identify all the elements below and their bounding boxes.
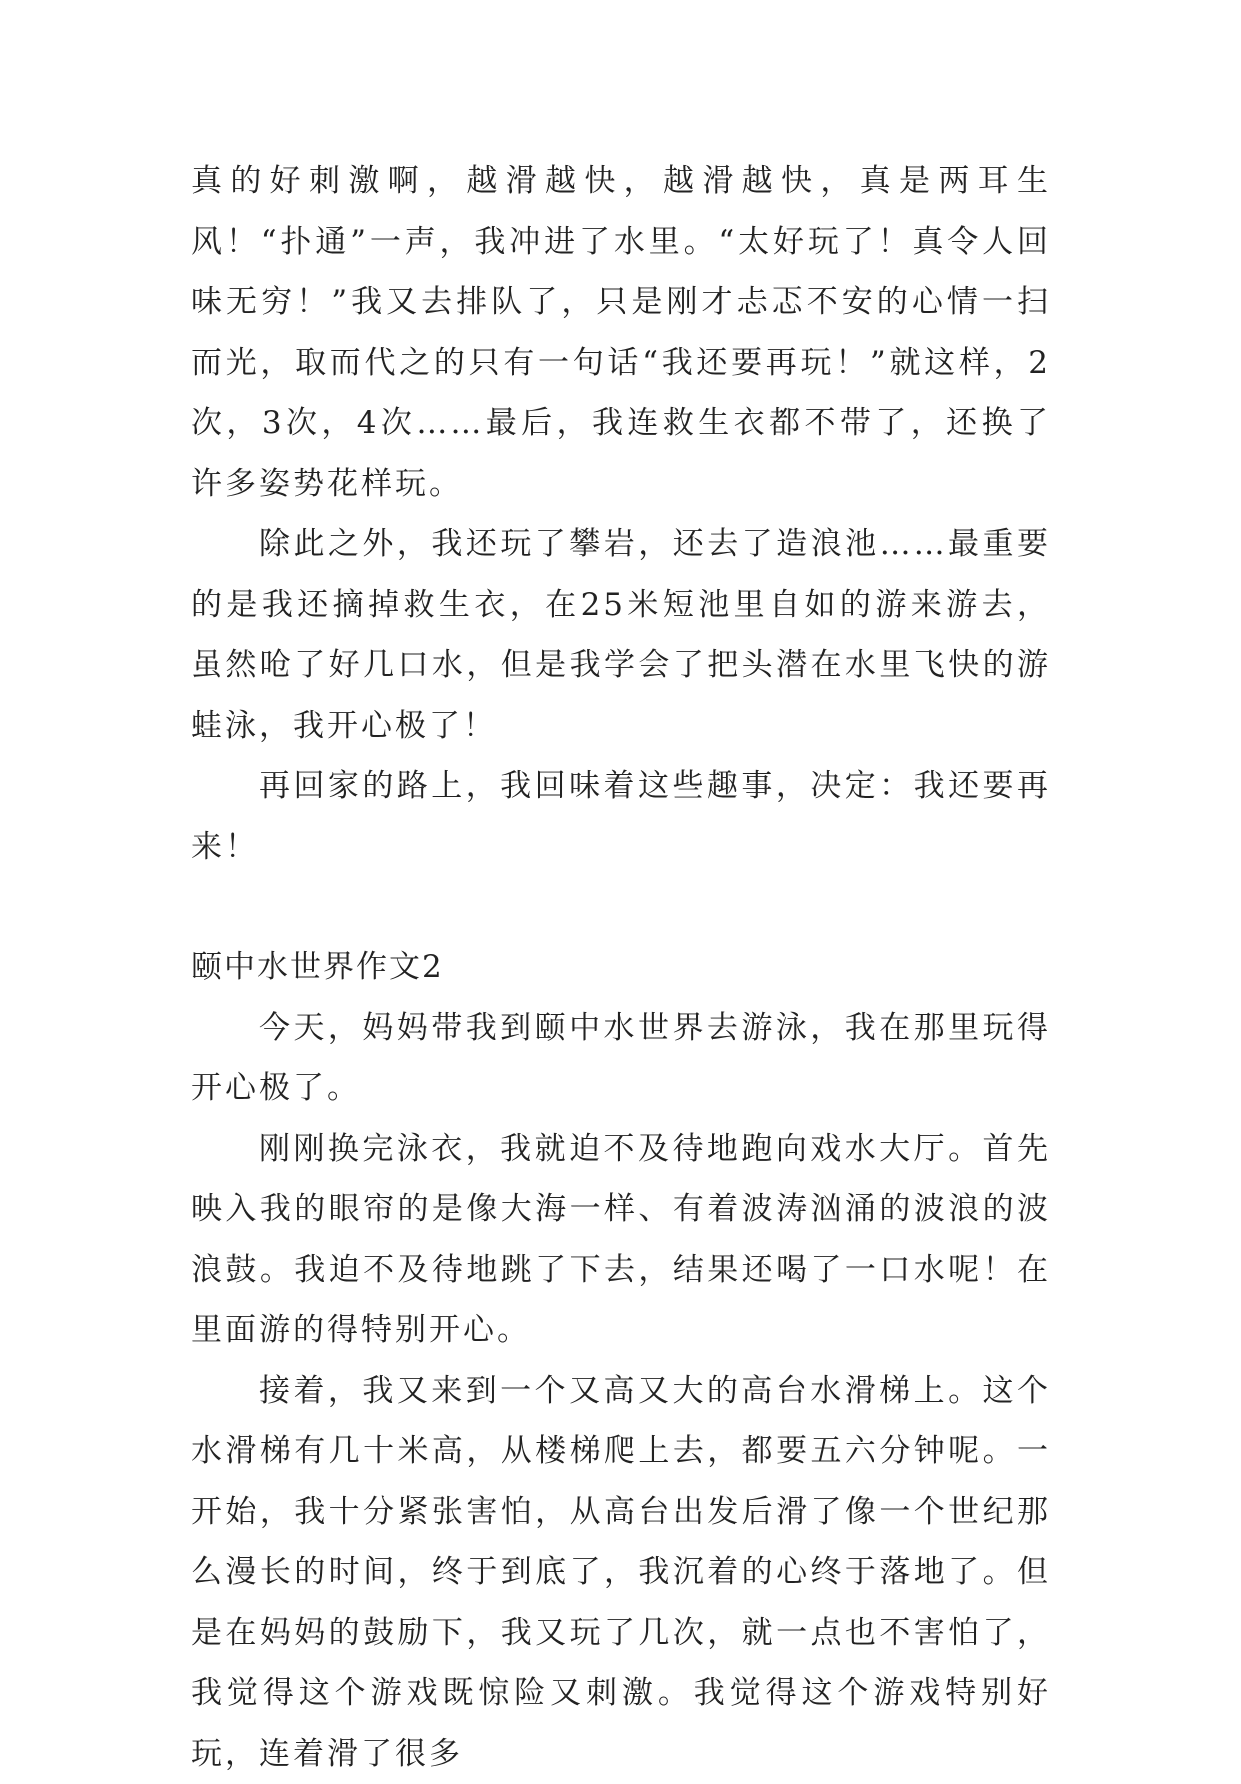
document-body — [191, 151, 1051, 1784]
paragraph-other-activities: 除此之外，我还玩了攀岩，还去了造浪池……最重要的是我还摘掉救生衣，在25米短池里自如的游来游去，虽然呛了好几口水，但是我学会了把头潜在水里飞快的游蛙泳，我开心极了！ — [191, 514, 1051, 756]
paragraph-water-slide: 接着，我又来到一个又高又大的高台水滑梯上。这个水滑梯有几十米高，从楼梯爬上去，都要五六分钟呢。一开始，我十分紧张害怕，从高台出发后滑了像一个世纪那么漫长的时间，终于到底了，我沉着的心终于落地了。但是在妈妈的鼓励下，我又玩了几次，就一点也不害怕了，我觉得这个游戏既惊险又刺激。我觉得这个游戏特别好玩，连着滑了很多 — [191, 1361, 1051, 1784]
paragraph-wave-pool: 刚刚换完泳衣，我就迫不及待地跑向戏水大厅。首先映入我的眼帘的是像大海一样、有着波涛汹涌的波浪的波浪鼓。我迫不及待地跳了下去，结果还喝了一口水呢！在里面游的得特别开心。 — [191, 1119, 1051, 1361]
paragraph-slide-experience: 真的好刺激啊，越滑越快，越滑越快，真是两耳生风！“扑通”一声，我冲进了水里。“太好玩了！真令人回味无穷！”我又去排队了，只是刚才忐忑不安的心情一扫而光，取而代之的只有一句话“我还要再玩！”就这样，2次，3次，4次……最后，我连救生衣都不带了，还换了许多姿势花样玩。 — [191, 151, 1051, 514]
paragraph-intro: 今天，妈妈带我到颐中水世界去游泳，我在那里玩得开心极了。 — [191, 998, 1051, 1119]
section-title: 颐中水世界作文2 — [191, 937, 1051, 998]
paragraph-way-home: 再回家的路上，我回味着这些趣事，决定：我还要再来！ — [191, 756, 1051, 877]
section-spacer — [191, 877, 1051, 937]
